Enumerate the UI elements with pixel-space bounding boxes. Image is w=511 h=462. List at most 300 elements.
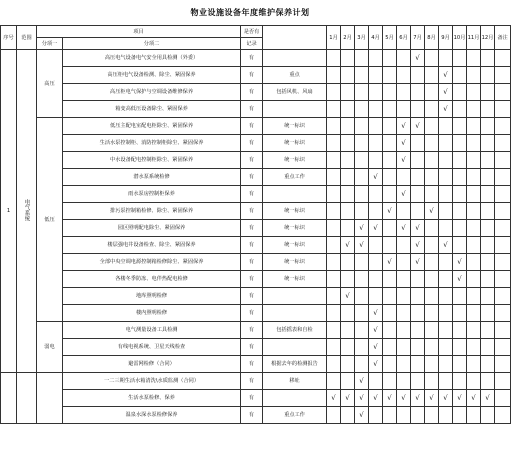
item-record: 统一标识 [263,271,327,288]
month-header: 5月 [383,26,397,50]
month-cell [453,220,467,237]
month-cell [439,152,453,169]
item-name: 电气测量设备工具检测 [63,322,241,339]
item-has: 有 [241,322,263,339]
month-cell [369,84,383,101]
item-has: 有 [241,118,263,135]
month-cell [481,67,495,84]
month-cell [341,186,355,203]
group-high: 高压 [37,50,63,118]
month-cell [453,373,467,390]
item-record [263,186,327,203]
month-cell [369,305,383,322]
check-mark: √ [443,70,448,79]
month-cell [481,305,495,322]
month-cell [369,101,383,118]
check-mark: √ [373,325,378,334]
month-cell [383,322,397,339]
month-cell [397,203,411,220]
month-cell [481,288,495,305]
month-cell [355,50,369,67]
month-cell [467,339,481,356]
check-mark: √ [457,393,462,402]
header-scope: 范围 [17,26,37,50]
item-remark [495,169,511,186]
month-cell [355,169,369,186]
check-mark: √ [387,393,392,402]
month-cell [453,152,467,169]
item-name: 低压主配电室配电柜除尘、紧固保养 [63,118,241,135]
month-cell [467,237,481,254]
month-cell [341,390,355,407]
month-cell [327,101,341,118]
item-name: 楼层强电井设备检查、除尘、紧固保养 [63,237,241,254]
item-has: 有 [241,237,263,254]
table-row [1,288,511,305]
month-cell [383,237,397,254]
month-cell [481,390,495,407]
month-cell [411,339,425,356]
month-cell [425,407,439,424]
table-row [1,169,511,186]
month-cell [397,390,411,407]
month-cell [341,101,355,118]
item-has: 有 [241,254,263,271]
month-cell [481,135,495,152]
month-header: 10月 [453,26,467,50]
month-cell [425,67,439,84]
month-cell [355,305,369,322]
month-cell [467,152,481,169]
item-name: 雨水泵房控制柜保养 [63,186,241,203]
check-mark: √ [373,172,378,181]
month-cell [439,84,453,101]
month-cell [397,169,411,186]
month-header: 4月 [369,26,383,50]
table-row [1,271,511,288]
month-cell [411,407,425,424]
table-row [1,390,511,407]
table-row [1,237,511,254]
item-remark [495,339,511,356]
month-cell [453,305,467,322]
month-cell [341,135,355,152]
month-cell [369,237,383,254]
item-name: 楼内照明检修 [63,305,241,322]
month-cell [453,237,467,254]
check-mark: √ [345,393,350,402]
item-name: 中水设备配电控制柜除尘、紧固保养 [63,152,241,169]
month-cell [355,135,369,152]
item-has: 有 [241,50,263,67]
table-row [1,322,511,339]
month-cell [411,50,425,67]
month-cell [397,101,411,118]
check-mark: √ [401,121,406,130]
month-cell [439,50,453,67]
month-cell [369,186,383,203]
month-cell [355,288,369,305]
month-cell [397,67,411,84]
month-cell [425,237,439,254]
item-record [263,305,327,322]
item-record: 统一标识 [263,254,327,271]
month-cell [411,67,425,84]
item-name: 全部中央空调电源控制箱检修除尘、紧固保养 [63,254,241,271]
month-cell [439,135,453,152]
month-cell [369,152,383,169]
month-cell [453,339,467,356]
item-record: 重点 [263,67,327,84]
item-name: 各楼冬季防冻、电伴热配电检修 [63,271,241,288]
month-cell [481,254,495,271]
month-cell [453,67,467,84]
month-cell [481,169,495,186]
month-cell [481,356,495,373]
item-remark [495,101,511,118]
month-cell [327,84,341,101]
item-has: 有 [241,67,263,84]
item-has: 有 [241,305,263,322]
item-remark [495,288,511,305]
month-cell [397,220,411,237]
check-mark: √ [443,104,448,113]
month-cell [355,237,369,254]
check-mark: √ [359,240,364,249]
month-cell [327,50,341,67]
check-mark: √ [345,291,350,300]
check-mark: √ [415,393,420,402]
month-cell [341,67,355,84]
month-cell [453,322,467,339]
month-cell [369,339,383,356]
month-cell [453,50,467,67]
month-cell [481,237,495,254]
month-cell [439,237,453,254]
month-cell [341,118,355,135]
item-has: 有 [241,220,263,237]
month-cell [341,50,355,67]
month-cell [481,322,495,339]
month-cell [425,118,439,135]
item-remark [495,254,511,271]
month-cell [481,203,495,220]
month-cell [439,271,453,288]
month-cell [411,118,425,135]
row-scope [17,50,37,373]
month-cell [411,288,425,305]
month-cell [397,288,411,305]
header-item2: 分项二 [63,38,241,50]
month-cell [341,271,355,288]
month-cell [397,237,411,254]
month-header: 3月 [355,26,369,50]
month-cell [355,373,369,390]
month-cell [411,305,425,322]
plan-table-body [1,50,511,424]
month-cell [425,339,439,356]
item-record: 统一标识 [263,220,327,237]
item-remark [495,203,511,220]
month-cell [369,50,383,67]
month-cell [341,373,355,390]
month-cell [411,356,425,373]
month-cell [425,254,439,271]
table-row [1,101,511,118]
item-has: 有 [241,84,263,101]
check-mark: √ [401,223,406,232]
page-title: 物业设施设备年度维护保养计划 [190,8,310,17]
month-cell [369,288,383,305]
item-remark [495,152,511,169]
month-cell [327,118,341,135]
month-cell [355,407,369,424]
item-has: 有 [241,288,263,305]
month-cell [467,84,481,101]
group-blank [37,373,63,424]
month-cell [439,407,453,424]
check-mark: √ [359,223,364,232]
table-row [1,373,511,390]
month-cell [341,322,355,339]
plan-table [0,25,511,424]
check-mark: √ [415,121,420,130]
month-cell [439,118,453,135]
month-cell [453,186,467,203]
check-mark: √ [387,257,392,266]
month-header: 1月 [327,26,341,50]
item-name: 生活水泵检修、保养 [63,390,241,407]
month-cell [383,50,397,67]
month-cell [453,84,467,101]
month-cell [453,271,467,288]
table-row [1,186,511,203]
item-has: 有 [241,356,263,373]
month-cell [425,152,439,169]
month-cell [383,407,397,424]
month-cell [383,356,397,373]
item-record [263,101,327,118]
month-cell [369,203,383,220]
month-cell [453,118,467,135]
month-cell [411,169,425,186]
item-remark [495,390,511,407]
item-record: 重点工作 [263,407,327,424]
month-cell [383,220,397,237]
month-cell [467,169,481,186]
item-remark [495,373,511,390]
month-cell [341,203,355,220]
month-cell [425,135,439,152]
month-cell [439,186,453,203]
item-name: 箱变高低压设备除尘、紧固保养 [63,101,241,118]
item-remark [495,271,511,288]
check-mark: √ [345,240,350,249]
table-row [1,356,511,373]
table-row [1,67,511,84]
month-cell [453,288,467,305]
month-cell [327,67,341,84]
month-cell [439,322,453,339]
month-cell [481,118,495,135]
month-cell [467,220,481,237]
check-mark: √ [429,206,434,215]
check-mark: √ [471,393,476,402]
month-cell [397,305,411,322]
header-has: 是否有 [241,26,263,38]
month-cell [355,186,369,203]
month-cell [397,186,411,203]
month-cell [341,220,355,237]
month-cell [397,373,411,390]
month-cell [327,271,341,288]
month-cell [425,390,439,407]
month-cell [425,203,439,220]
check-mark: √ [331,393,336,402]
month-header: 9月 [439,26,453,50]
month-cell [411,186,425,203]
item-has: 有 [241,271,263,288]
month-header: 8月 [425,26,439,50]
item-name: 高压柜电气设备检测、除尘、紧固保养 [63,67,241,84]
check-mark: √ [373,359,378,368]
month-cell [439,220,453,237]
month-cell [383,288,397,305]
item-record [263,390,327,407]
month-cell [383,390,397,407]
month-cell [327,169,341,186]
month-cell [439,339,453,356]
item-record: 统一标识 [263,237,327,254]
row-scope-label: 电气系统 [23,199,30,221]
check-mark: √ [457,274,462,283]
month-cell [355,152,369,169]
month-cell [425,305,439,322]
month-cell [383,101,397,118]
month-cell [453,203,467,220]
month-cell [369,118,383,135]
month-cell [327,407,341,424]
month-cell [369,356,383,373]
month-cell [481,271,495,288]
month-cell [397,254,411,271]
month-cell [341,237,355,254]
item-name: 避雷网检修（合同） [63,356,241,373]
month-header: 2月 [341,26,355,50]
table-row [1,254,511,271]
month-cell [467,390,481,407]
month-cell [411,237,425,254]
table-row [1,220,511,237]
item-remark [495,135,511,152]
month-cell [369,220,383,237]
month-cell [341,288,355,305]
header-blank [263,26,327,50]
month-header: 7月 [411,26,425,50]
month-cell [383,152,397,169]
group-weak: 弱电 [37,322,63,373]
item-name: 园区照明配电除尘、紧固保养 [63,220,241,237]
month-cell [467,50,481,67]
month-cell [467,67,481,84]
month-cell [453,135,467,152]
month-cell [397,50,411,67]
month-cell [425,50,439,67]
month-cell [453,169,467,186]
item-has: 有 [241,135,263,152]
month-cell [439,203,453,220]
month-cell [411,390,425,407]
item-record: 统一标识 [263,152,327,169]
check-mark: √ [401,138,406,147]
month-cell [467,203,481,220]
item-remark [495,407,511,424]
item-remark [495,237,511,254]
month-cell [327,339,341,356]
month-cell [327,322,341,339]
check-mark: √ [359,410,364,419]
month-cell [341,356,355,373]
month-cell [355,254,369,271]
month-cell [327,220,341,237]
month-cell [383,118,397,135]
item-record [263,288,327,305]
check-mark: √ [401,189,406,198]
month-cell [355,271,369,288]
month-cell [439,305,453,322]
month-cell [467,135,481,152]
month-cell [425,288,439,305]
item-has: 有 [241,169,263,186]
item-record [263,339,327,356]
month-cell [369,254,383,271]
month-cell [383,373,397,390]
month-cell [481,186,495,203]
month-cell [425,186,439,203]
month-cell [439,101,453,118]
month-cell [481,339,495,356]
month-cell [397,407,411,424]
month-cell [327,186,341,203]
item-has: 有 [241,407,263,424]
month-cell [327,152,341,169]
month-cell [397,322,411,339]
check-mark: √ [429,393,434,402]
month-cell [341,305,355,322]
month-cell [425,84,439,101]
table-row [1,50,511,67]
table-row [1,407,511,424]
month-cell [467,322,481,339]
check-mark: √ [415,53,420,62]
row-scope-blank [17,373,37,424]
check-mark: √ [457,257,462,266]
month-cell [481,50,495,67]
month-cell [383,271,397,288]
month-cell [327,237,341,254]
month-cell [341,339,355,356]
table-row [1,305,511,322]
item-has: 有 [241,339,263,356]
month-cell [355,322,369,339]
month-cell [425,322,439,339]
month-cell [411,203,425,220]
check-mark: √ [443,87,448,96]
month-cell [369,373,383,390]
month-cell [341,169,355,186]
item-name: 排污泵控制箱检修、除尘、紧固保养 [63,203,241,220]
month-cell [327,373,341,390]
